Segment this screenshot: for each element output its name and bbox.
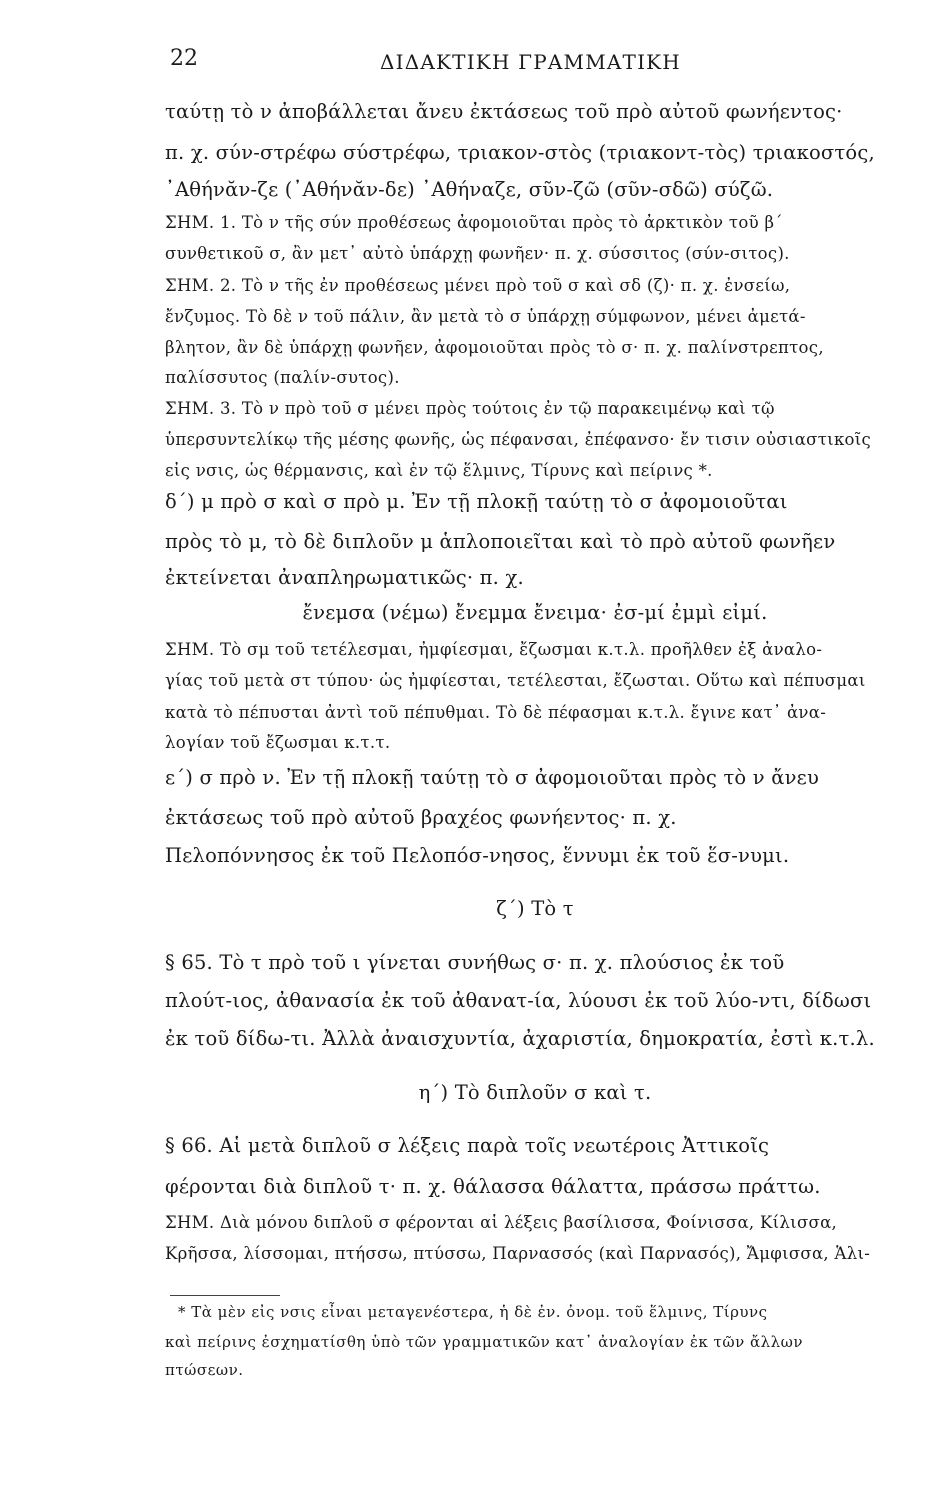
note-line: συνθετικοῦ σ, ἂν μετ᾿ αὐτὸ ὑπάρχῃ φωνῆεν· π. χ. σύσσιτος (σύν-σιτος).: [165, 244, 790, 263]
footnote-line: * Τὰ μὲν εἰς νσις εἶναι μεταγενέστερα, ἡ δὲ ἐν. ὀνομ. τοῦ ἕλμινς, Τίρυνς: [178, 1303, 768, 1321]
text-line: δ΄) μ πρὸ σ καὶ σ πρὸ μ. Ἐν τῇ πλοκῇ ταύτῃ τὸ σ ἀφομοιοῦται: [165, 490, 788, 513]
note-line: παλίσσυτος (παλίν-συτος).: [165, 368, 400, 387]
section-heading: ζ΄) Τὸ τ: [496, 897, 574, 920]
example-line: ἔνεμσα (νέμω) ἔνεμμα ἔνειμα· ἐσ-μί ἐμμὶ εἰμί.: [302, 601, 768, 624]
note-line: ΣΗΜ. 1. Τὸ ν τῆς σύν προθέσεως ἀφομοιοῦται πρὸς τὸ ἀρκτικὸν τοῦ β΄: [165, 213, 783, 232]
footnote-line: καὶ πείρινς ἐσχηματίσθη ὑπὸ τῶν γραμματικῶν κατ᾿ ἀναλογίαν ἐκ τῶν ἄλλων: [165, 1333, 803, 1351]
text-line: Πελοπόννησος ἐκ τοῦ Πελοπόσ-νησος, ἕννυμι ἐκ τοῦ ἕσ-νυμι.: [165, 844, 790, 867]
footnote-rule: [170, 1295, 280, 1296]
note-line: Κρῆσσα, λίσσομαι, πτήσσω, πτύσσω, Παρνασσός (καὶ Παρνασός), Ἄμφισσα, Ἁλι-: [165, 1244, 871, 1263]
text-line: § 65. Τὸ τ πρὸ τοῦ ι γίνεται συνήθως σ· π. χ. πλούσιος ἐκ τοῦ: [165, 951, 785, 974]
footnote-line: πτώσεων.: [165, 1361, 244, 1379]
note-line: γίας τοῦ μετὰ στ τύπου· ὡς ἠμφίεσται, τετέλεσται, ἔζωσται. Οὕτω καὶ πέπυσμαι: [165, 671, 866, 690]
note-line: ΣΗΜ. 2. Τὸ ν τῆς ἐν προθέσεως μένει πρὸ τοῦ σ καὶ σδ (ζ)· π. χ. ἐνσείω,: [165, 276, 791, 295]
text-line: ἐκτάσεως τοῦ πρὸ αὐτοῦ βραχέος φωνήεντος· π. χ.: [165, 806, 677, 829]
text-line: π. χ. σύν-στρέφω σύστρέφω, τριακον-στὸς (τριακοντ-τὸς) τριακοστός,: [165, 141, 875, 164]
note-line: ΣΗΜ. Τὸ σμ τοῦ τετέλεσμαι, ἠμφίεσμαι, ἔζωσμαι κ.τ.λ. προῆλθεν ἐξ ἀναλο-: [165, 640, 823, 659]
text-line: ε΄) σ πρὸ ν. Ἐν τῇ πλοκῇ ταύτῃ τὸ σ ἀφομοιοῦται πρὸς τὸ ν ἄνευ: [165, 766, 820, 789]
text-line: πλούτ-ιος, ἀθανασία ἐκ τοῦ ἀθανατ-ία, λύουσι ἐκ τοῦ λύο-ντι, δίδωσι: [165, 989, 872, 1012]
note-line: κατὰ τὸ πέπυσται ἀντὶ τοῦ πέπυθμαι. Τὸ δὲ πέφασμαι κ.τ.λ. ἔγινε κατ᾿ ἀνα-: [165, 703, 827, 722]
section-heading: η΄) Τὸ διπλοῦν σ καὶ τ.: [418, 1081, 652, 1104]
note-line: βλητον, ἂν δὲ ὑπάρχῃ φωνῆεν, ἀφομοιοῦται πρὸς τὸ σ· π. χ. παλίνστρεπτος,: [165, 338, 824, 357]
text-line: ἐκτείνεται ἀναπληρωματικῶς· π. χ.: [165, 566, 524, 589]
page-number: 22: [170, 46, 198, 71]
note-line: λογίαν τοῦ ἔζωσμαι κ.τ.τ.: [165, 733, 391, 752]
note-line: ὑπερσυντελίκῳ τῆς μέσης φωνῆς, ὡς πέφανσαι, ἐπέφανσο· ἔν τισιν οὐσιαστικοῖς: [165, 430, 872, 449]
running-head: ΔΙΔΑΚΤΙΚΗ ΓΡΑΜΜΑΤΙΚΗ: [380, 50, 681, 74]
text-line: ᾿Αθήνᾰν-ζε (᾿Αθήνᾰν-δε) ᾿Αθήναζε, σῦν-ζῶ (σῦν-σδῶ) σύζῶ.: [165, 178, 774, 201]
text-line: φέρονται διὰ διπλοῦ τ· π. χ. θάλασσα θάλαττα, πράσσω πράττω.: [165, 1175, 821, 1198]
text-line: ἐκ τοῦ δίδω-τι. Ἀλλὰ ἀναισχυντία, ἀχαριστία, δημοκρατία, ἐστὶ κ.τ.λ.: [165, 1027, 875, 1050]
text-line: § 66. Αἱ μετὰ διπλοῦ σ λέξεις παρὰ τοῖς νεωτέροις Ἀττικοῖς: [165, 1134, 770, 1157]
note-line: ΣΗΜ. Διὰ μόνου διπλοῦ σ φέρονται αἱ λέξεις βασίλισσα, Φοίνισσα, Κίλισσα,: [165, 1213, 838, 1232]
note-line: ἔνζυμος. Τὸ δὲ ν τοῦ πάλιν, ἂν μετὰ τὸ σ ὑπάρχῃ σύμφωνον, μένει ἀμετά-: [165, 307, 806, 326]
note-line: ΣΗΜ. 3. Τὸ ν πρὸ τοῦ σ μένει πρὸς τούτοις ἐν τῷ παρακειμένῳ καὶ τῷ: [165, 399, 775, 418]
note-line: εἰς νσις, ὡς θέρμανσις, καὶ ἐν τῷ ἕλμινς, Τίρυνς καὶ πείρινς *.: [165, 461, 713, 480]
text-line: ταύτῃ τὸ ν ἀποβάλλεται ἄνευ ἐκτάσεως τοῦ πρὸ αὐτοῦ φωνήεντος·: [165, 100, 843, 123]
text-line: πρὸς τὸ μ, τὸ δὲ διπλοῦν μ ἁπλοποιεῖται καὶ τὸ πρὸ αὐτοῦ φωνῆεν: [165, 530, 836, 553]
